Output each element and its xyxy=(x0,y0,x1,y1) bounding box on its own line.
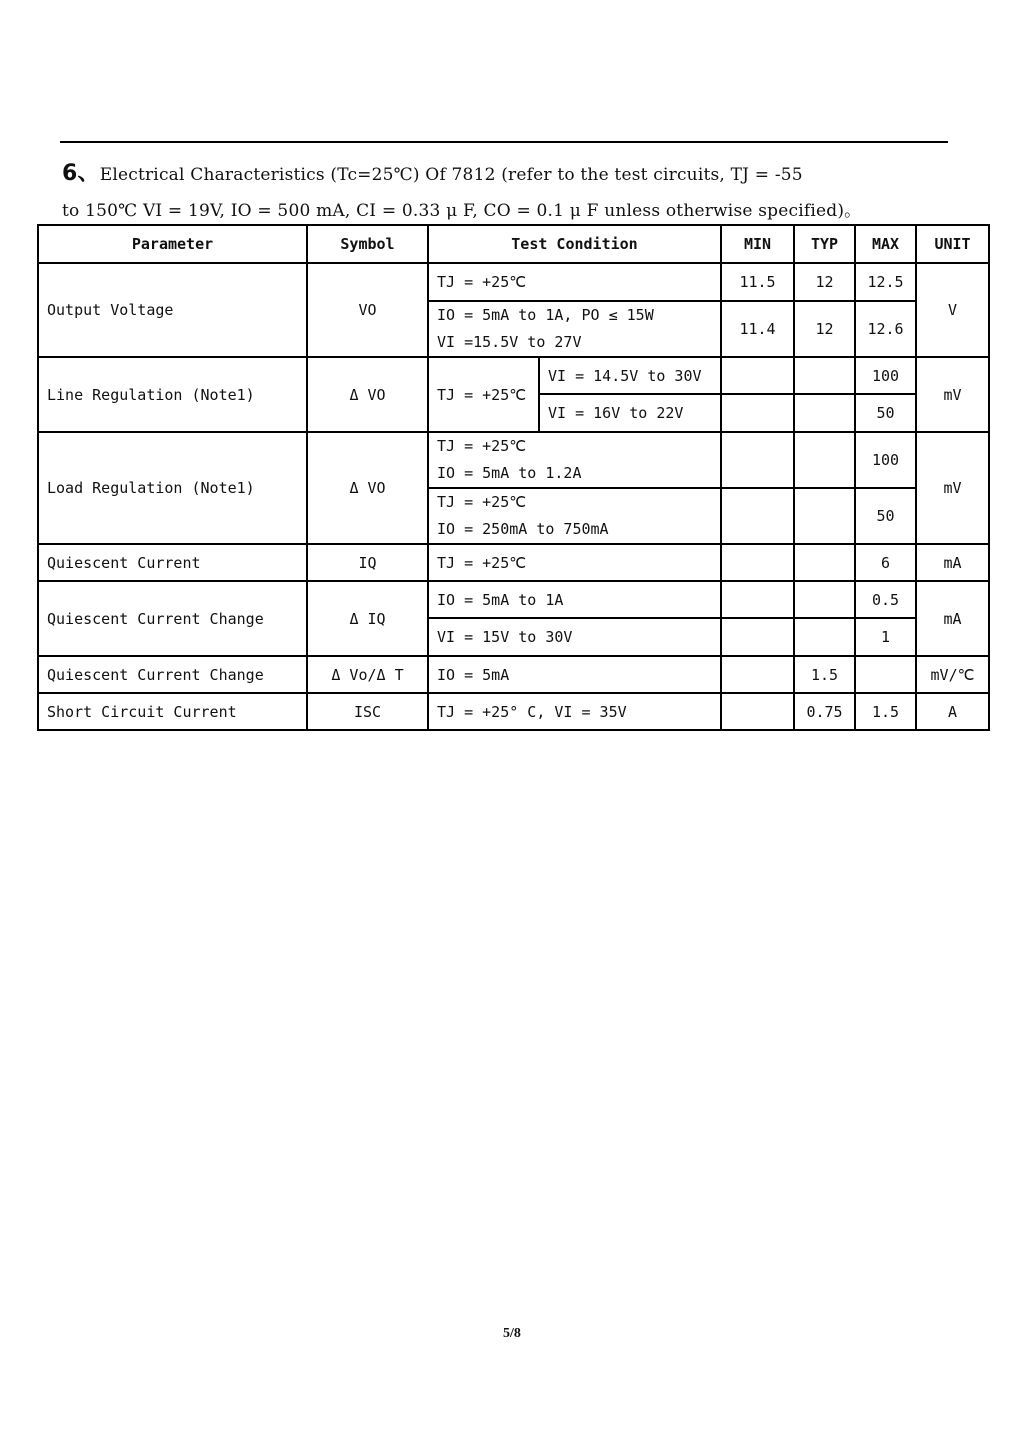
unit-cell: mA xyxy=(916,544,989,581)
table-row xyxy=(38,581,989,618)
min-cell xyxy=(721,488,794,544)
condition-line: IO = 250mA to 750mA xyxy=(437,520,609,538)
param-cell: Quiescent Current Change xyxy=(38,656,307,693)
max-cell: 0.5 xyxy=(855,581,916,618)
table-row xyxy=(38,693,989,730)
min-cell: 11.5 xyxy=(721,263,794,301)
symbol-cell: Δ VO xyxy=(307,357,428,432)
col-header-parameter: Parameter xyxy=(38,225,307,263)
condition-line: TJ = +25℃ xyxy=(437,437,527,455)
condition-line: TJ = +25℃ xyxy=(437,493,527,511)
max-cell: 1.5 xyxy=(855,693,916,730)
sub-condition-cell: VI = 14.5V to 30V xyxy=(539,357,721,394)
symbol-cell: IQ xyxy=(307,544,428,581)
unit-cell: mV xyxy=(916,432,989,544)
min-cell: 11.4 xyxy=(721,301,794,357)
condition-cell xyxy=(428,488,721,544)
condition-cell: IO = 5mA xyxy=(428,656,721,693)
section-title-line1: Electrical Characteristics (Tc=25℃) Of 7812 (refer to the test circuits, TJ = -55 xyxy=(99,165,803,185)
col-header-unit: UNIT xyxy=(916,225,989,263)
param-cell: Short Circuit Current xyxy=(38,693,307,730)
min-cell xyxy=(721,432,794,488)
condition-cell xyxy=(428,432,721,488)
min-cell xyxy=(721,656,794,693)
min-cell xyxy=(721,618,794,656)
min-cell xyxy=(721,693,794,730)
table-row xyxy=(38,263,989,301)
condition-cell: VI = 15V to 30V xyxy=(428,618,721,656)
section-number: 6、 xyxy=(62,161,100,186)
param-cell: Quiescent Current Change xyxy=(38,581,307,656)
condition-cell: TJ = +25℃ xyxy=(428,544,721,581)
section-title-line2: to 150℃ VI = 19V, IO = 500 mA, CI = 0.33 μ F, CO = 0.1 μ F unless otherwise specified)。 xyxy=(62,201,862,221)
unit-cell: V xyxy=(916,263,989,357)
min-cell xyxy=(721,544,794,581)
typ-cell: 12 xyxy=(794,263,855,301)
col-header-max: MAX xyxy=(855,225,916,263)
condition-cell: TJ = +25℃ xyxy=(428,357,539,432)
section-heading xyxy=(62,156,962,229)
param-cell: Quiescent Current xyxy=(38,544,307,581)
col-header-test-condition: Test Condition xyxy=(428,225,721,263)
param-cell: Load Regulation (Note1) xyxy=(38,432,307,544)
max-cell: 100 xyxy=(855,432,916,488)
min-cell xyxy=(721,357,794,394)
table-row xyxy=(38,656,989,693)
typ-cell xyxy=(794,581,855,618)
header-rule xyxy=(60,141,948,143)
param-cell: Line Regulation (Note1) xyxy=(38,357,307,432)
condition-cell: TJ = +25℃ xyxy=(428,263,721,301)
symbol-cell: ISC xyxy=(307,693,428,730)
condition-line: IO = 5mA to 1.2A xyxy=(437,464,582,482)
typ-cell xyxy=(794,544,855,581)
header-row xyxy=(38,225,989,263)
symbol-cell: Δ VO xyxy=(307,432,428,544)
symbol-cell: VO xyxy=(307,263,428,357)
min-cell xyxy=(721,581,794,618)
typ-cell xyxy=(794,488,855,544)
col-header-symbol: Symbol xyxy=(307,225,428,263)
symbol-cell: Δ IQ xyxy=(307,581,428,656)
typ-cell: 1.5 xyxy=(794,656,855,693)
min-cell xyxy=(721,394,794,432)
typ-cell: 0.75 xyxy=(794,693,855,730)
col-header-typ: TYP xyxy=(794,225,855,263)
condition-cell xyxy=(428,301,721,357)
max-cell: 12.5 xyxy=(855,263,916,301)
typ-cell xyxy=(794,394,855,432)
max-cell: 12.6 xyxy=(855,301,916,357)
unit-cell: mA xyxy=(916,581,989,656)
table-row xyxy=(38,357,989,394)
table-row xyxy=(38,544,989,581)
condition-cell: IO = 5mA to 1A xyxy=(428,581,721,618)
typ-cell xyxy=(794,432,855,488)
unit-cell: mV/℃ xyxy=(916,656,989,693)
typ-cell xyxy=(794,618,855,656)
max-cell: 50 xyxy=(855,394,916,432)
table-row xyxy=(38,432,989,488)
max-cell: 50 xyxy=(855,488,916,544)
condition-line: IO = 5mA to 1A, PO ≤ 15W xyxy=(437,306,654,324)
sub-condition-cell: VI = 16V to 22V xyxy=(539,394,721,432)
param-cell: Output Voltage xyxy=(38,263,307,357)
max-cell: 6 xyxy=(855,544,916,581)
typ-cell: 12 xyxy=(794,301,855,357)
condition-cell: TJ = +25° C, VI = 35V xyxy=(428,693,721,730)
typ-cell xyxy=(794,357,855,394)
unit-cell: A xyxy=(916,693,989,730)
page-number: 5/8 xyxy=(503,1326,521,1341)
max-cell: 100 xyxy=(855,357,916,394)
col-header-min: MIN xyxy=(721,225,794,263)
max-cell xyxy=(855,656,916,693)
unit-cell: mV xyxy=(916,357,989,432)
electrical-characteristics-table xyxy=(37,224,990,731)
condition-line: VI =15.5V to 27V xyxy=(437,333,582,351)
symbol-cell: Δ Vo/Δ T xyxy=(307,656,428,693)
max-cell: 1 xyxy=(855,618,916,656)
